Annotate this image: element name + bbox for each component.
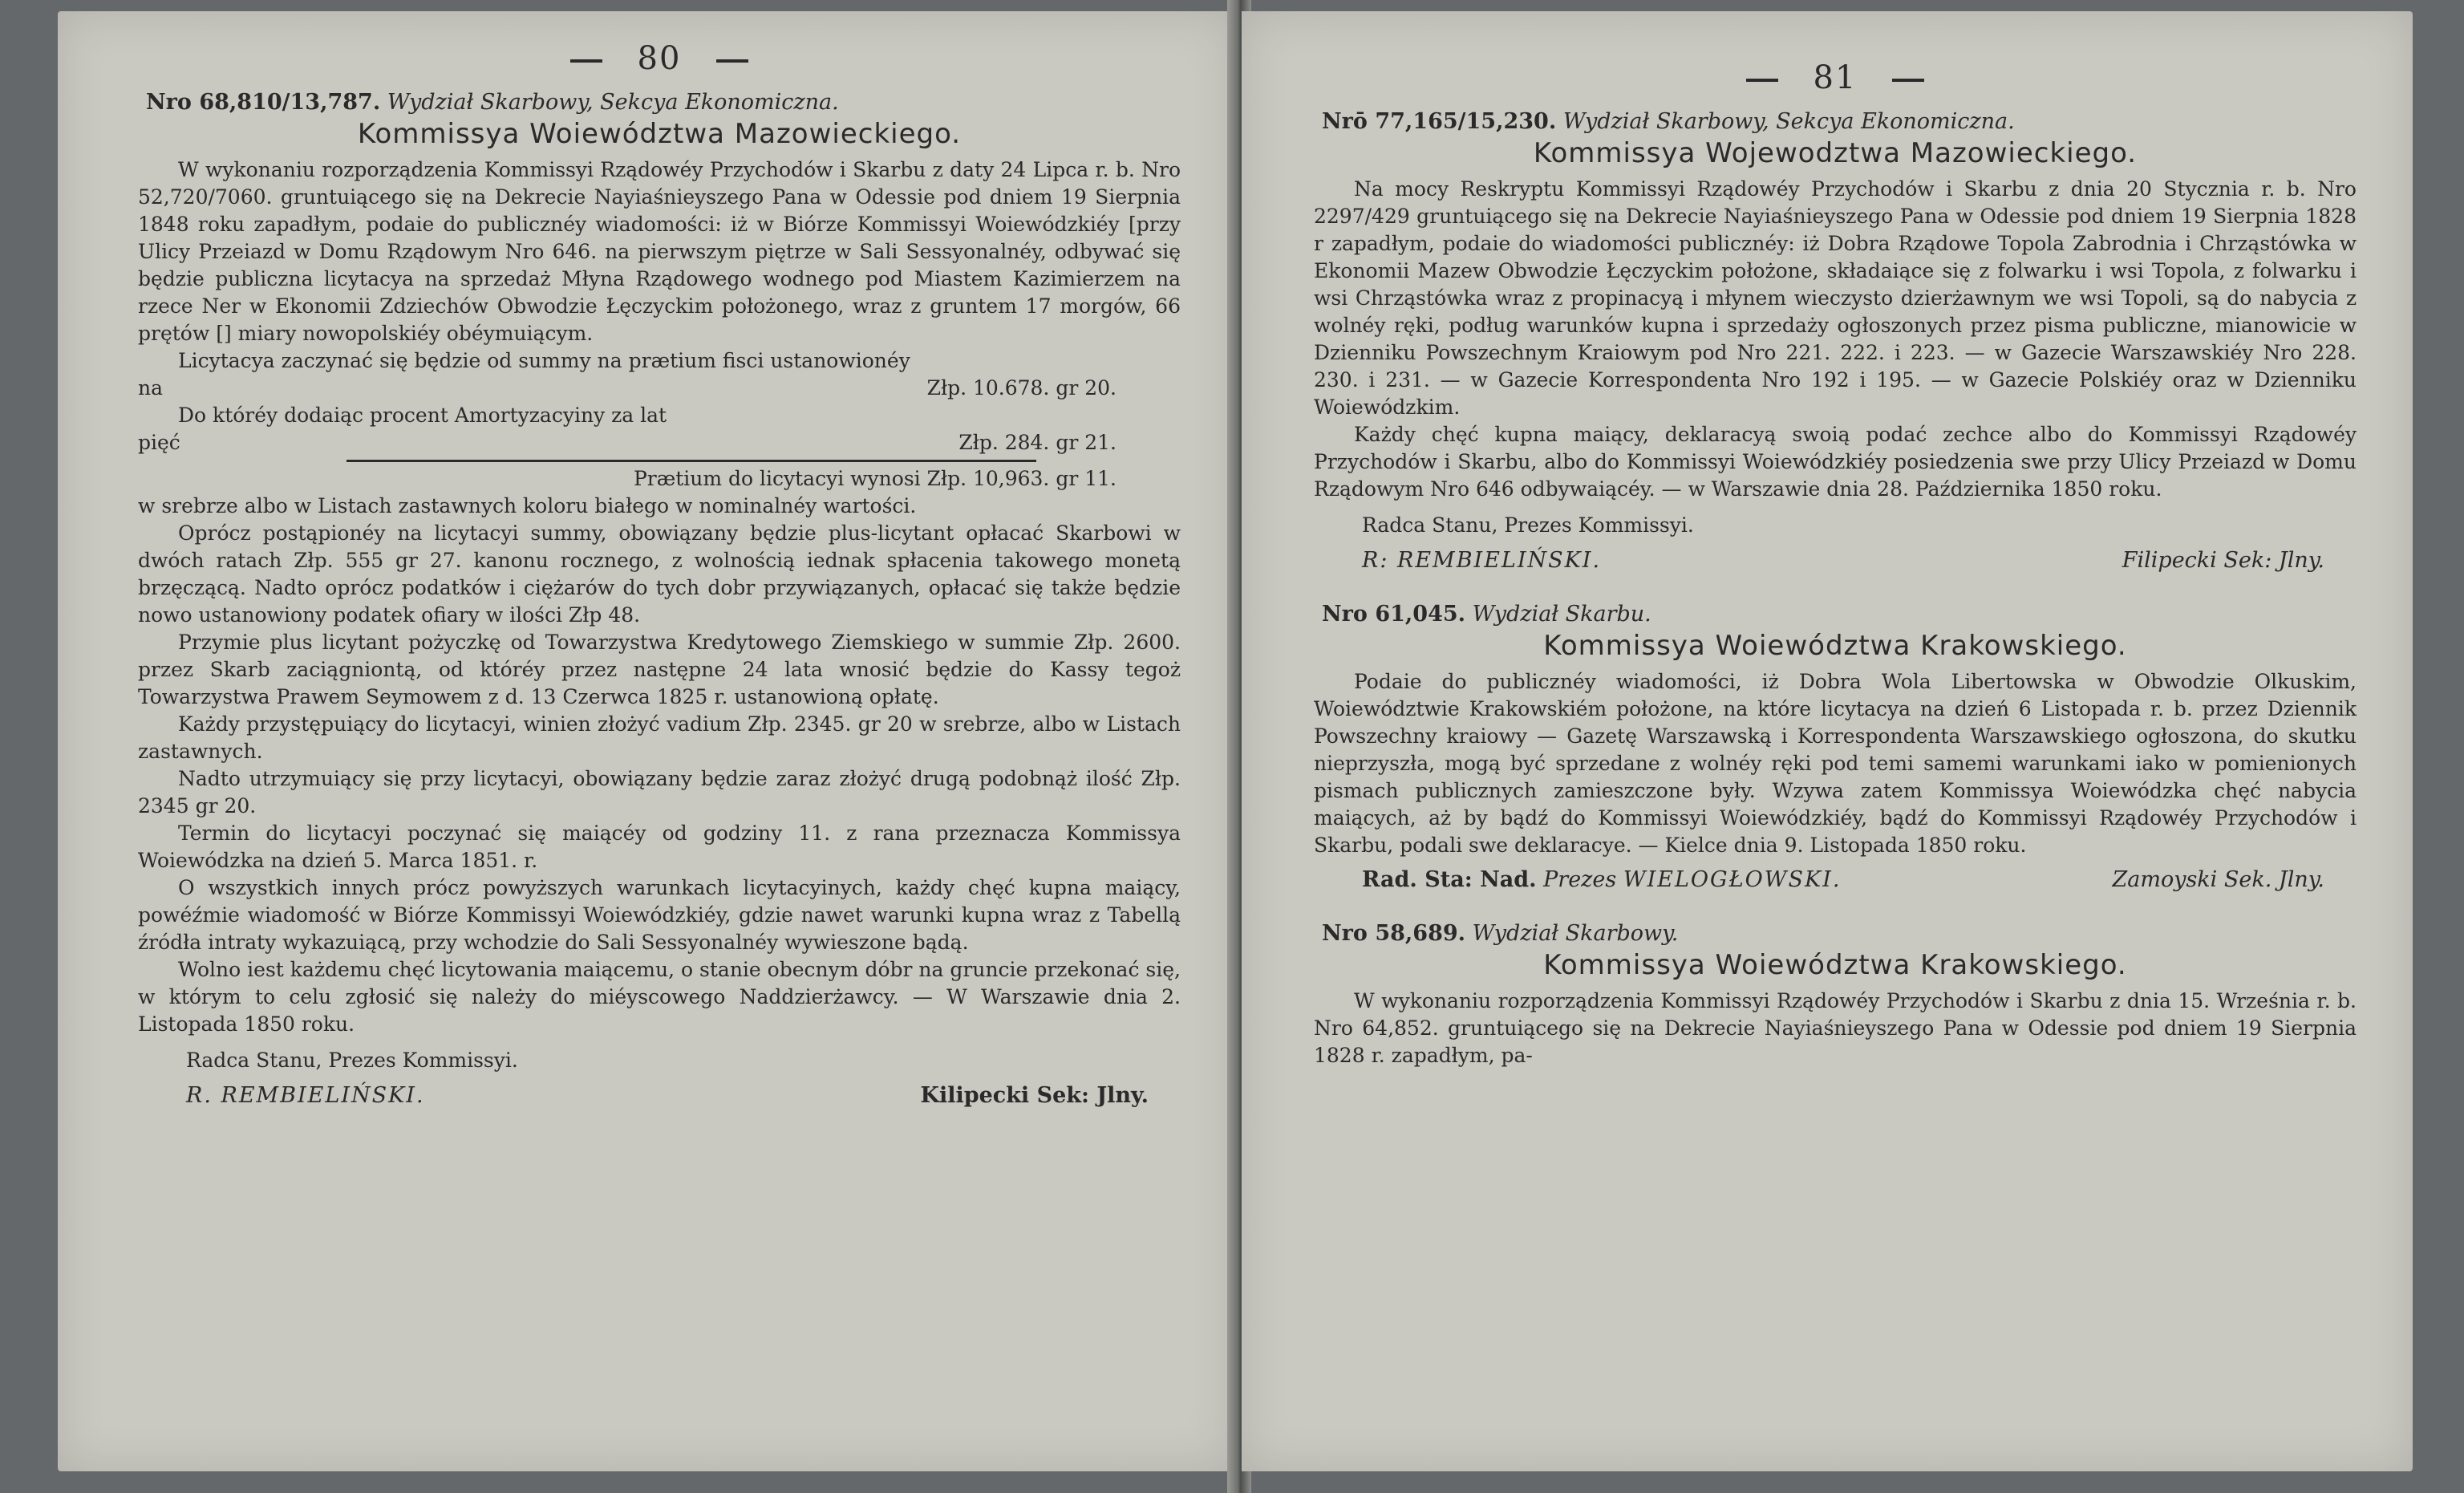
- signature-line: [1314, 548, 2357, 573]
- paragraph: w srebrze albo w Listach zastawnych koloru białego w nominalnéy wartości.: [138, 494, 917, 517]
- section-gap: [1314, 892, 2357, 916]
- price-total-row: [138, 465, 1181, 493]
- dash-ornament: [570, 59, 602, 63]
- paragraph: O wszystkich innych prócz powyższych warunkach licytacyinych, każdy chęć kupna maiący, powéźmie wiadomość w Biórze Kommissyi Woiewódzkiéy, gdzie nawet warunki kupna wraz z Tabellą źródła intraty wykazuiącą, przy wchodzie do Sali Sessyonalnéy wywieszone bądą.: [138, 876, 1181, 954]
- department-label: Wydział Skarbowy, Sekcya Ekonomiczna.: [1562, 109, 2015, 134]
- price-row-amount: Złp. 284. gr 21.: [958, 431, 1116, 454]
- notice-reference: [1322, 921, 2357, 946]
- signature-line: [138, 1083, 1181, 1108]
- paragraph: W wykonaniu rozporządzenia Kommissyi Rządowéy Przychodów i Skarbu z daty 24 Lipca r. b. Nro 52,720/7060. gruntuiącego się na Dekrecie Nayiaśnieyszego Pana w Odessie pod dniem 19 Sierpnia 1848 roku zapadłym, podaie do publicznéy wiadomości: iż w Biórze Kommissyi Woiewódzkiéy [przy Ulicy Przeiazd w Domu Rządowym Nro 646. na pierwszym piętrze w Sali Sessyonalnéy, odbywać się będzie publiczna licytacya na sprzedaż Młyna Rządowego wodnego pod Miastem Kazimierzem na rzece Ner w Ekonomii Zdziechów Obwodzie Łęczyckim położonego, wraz z gruntem 17 morgów, 66 prętów [] miary nowopolskiéy obéymuiącym.: [138, 158, 1181, 345]
- section-gap: [1314, 573, 2357, 597]
- signer-name: R. REMBIELIŃSKI.: [186, 1083, 425, 1108]
- page-number-left: [138, 40, 1181, 77]
- price-row: [138, 375, 1181, 402]
- paragraph: Na mocy Reskryptu Kommissyi Rządowéy Przychodów i Skarbu z dnia 20 Stycznia r. b. Nro 2297/429 gruntuiącego się na Dekrecie Nayiaśnieyszego Pana w Odessie pod dniem 19 Sierpnia 1828 r zapadłym, podaie do wiadomości publicznéy: iż Dobra Rządowe Topola Zabrodnia i Chrząstówka w Ekonomii Mazew Obwodzie Łęczyckim położone, składaiące się z folwarku i wsi Topola, z folwarku i wsi Chrząstówka wraz z propinacyą i młynem wieczysto dzierżawnym we wsi Topoli, są do nabycia z wolnéy ręki, podług warunków kupna i sprzedaży ogłoszonych przez pisma publiczne, mianowicie w Dzienniku Powszechnym Kraiowym pod Nro 221. 222. i 223. — w Gazecie Warszawskiéy Nro 228. 230. i 231. — w Gazecie Korrespondenta Nro 192 i 195. — w Gazecie Polskiéy oraz w Dzienniku Woiewódzkim.: [1314, 177, 2357, 419]
- left-page: [58, 11, 1235, 1471]
- price-row: [138, 429, 1181, 456]
- signer-role: Prezes: [1543, 867, 1617, 892]
- signature-title: Radca Stanu, Prezes Kommissyi.: [1362, 513, 1694, 537]
- signer-name: R: REMBIELIŃSKI.: [1362, 548, 1602, 573]
- department-label: Wydział Skarbowy.: [1472, 921, 1679, 946]
- secretary-name: Kilipecki Sek: Jlny.: [920, 1083, 1149, 1108]
- page-number-right: [1314, 59, 2357, 96]
- paragraph: Wolno iest każdemu chęć licytowania maiącemu, o stanie obecnym dóbr na gruncie przekonać się, w którym to celu zgłosić się należy do miéyscowego Naddzierżawcy. — W Warszawie dnia 2. Listopada 1850 roku.: [138, 958, 1181, 1036]
- price-row-amount: Złp. 10.678. gr 20.: [926, 376, 1116, 400]
- paragraph: Do któréy dodaiąc procent Amortyzacyiny za lat: [178, 404, 667, 427]
- paragraph: W wykonaniu rozporządzenia Kommissyi Rządowéy Przychodów i Skarbu z dnia 15. Września r. b. Nro 64,852. gruntuiącego się na Dekrecie Nayiaśnieyszego Pana w Odessie pod dniem 19 Sierpnia 1828 r. zapadłym, pa-: [1314, 989, 2357, 1067]
- dash-ornament: [716, 59, 748, 63]
- reference-number: Nro 58,689.: [1322, 921, 1466, 946]
- reference-number: Nro 68,810/13,787.: [146, 90, 381, 115]
- paragraph: Termin do licytacyi poczynać się maiącéy od godziny 11. z rana przeznacza Kommissya Woiewódzka na dzień 5. Marca 1851. r.: [138, 822, 1181, 872]
- dash-ornament: [1892, 79, 1924, 82]
- price-total: Prætium do licytacyi wynosi Złp. 10,963. gr 11.: [633, 467, 1116, 490]
- paragraph: Podaie do publicznéy wiadomości, iż Dobra Wola Libertowska w Obwodzie Olkuskim, Woiewództwie Krakowskiém położone, na które licytacya na dzień 6 Listopada r. b. przez Dziennik Powszechny kraiowy — Gazetę Warszawską i Korrespondenta Warszawskiego ogłoszona, do skutku nieprzyszła, mogą być sprzedane z wolnéy ręki pod temi samemi warunkami iako w pomienionych pismach publicznych zamieszczone były. Wzywa zatem Kommissya Woiewódzka chęć nabycia maiących, aż by bądź do Kommissyi Woiewódzkiéy, bądź do Kommissyi Rządowéy Przychodów i Skarbu, podali swe deklaracye. — Kielce dnia 9. Listopada 1850 roku.: [1314, 670, 2357, 857]
- right-page: [1242, 11, 2413, 1471]
- page-number-text: 80: [637, 40, 682, 77]
- secretary-name: Zamoyski Sek. Jlny.: [2112, 867, 2324, 892]
- sum-rule: [346, 460, 1036, 462]
- signature-line: [1314, 867, 2357, 892]
- price-row-label: pięć: [138, 431, 180, 454]
- left-column: [138, 40, 1181, 1108]
- notice-reference: [1322, 602, 2357, 627]
- paragraph: Nadto utrzymuiący się przy licytacyi, obowiązany będzie zaraz złożyć drugą podobnąż ilość Złp. 2345 gr 20.: [138, 767, 1181, 817]
- paragraph: Licytacya zaczynać się będzie od summy na prætium fisci ustanowionéy: [178, 349, 910, 372]
- department-label: Wydział Skarbowy, Sekcya Ekonomiczna.: [387, 90, 839, 115]
- department-label: Wydział Skarbu.: [1472, 602, 1651, 627]
- notice-title: Kommissya Woiewództwa Mazowieckiego.: [357, 118, 962, 150]
- secretary-name: Filipecki Sek: Jlny.: [2122, 548, 2324, 573]
- dash-ornament: [1746, 79, 1778, 82]
- reference-number: Nro 61,045.: [1322, 602, 1466, 627]
- notice-reference: [146, 90, 1181, 115]
- paragraph: Każdy chęć kupna maiący, deklaracyą swoią podać zechce albo do Kommissyi Rządowéy Przychodów i Skarbu, albo do Kommissyi Woiewódzkiéy posiedzenia swe przy Ulicy Przeiazd w Domu Rządowym Nro 646 odbywaiącéy. — w Warszawie dnia 28. Października 1850 roku.: [1314, 423, 2357, 501]
- notice-title: Kommissya Woiewództwa Krakowskiego.: [1543, 949, 2127, 981]
- notice-reference: [1322, 109, 2357, 134]
- paragraph: Oprócz postąpionéy na licytacyi summy, obowiązany będzie plus-licytant opłacać Skarbowi w dwóch ratach Złp. 555 gr 27. kanonu rocznego, z wolnością iednak spłacenia takowego monetą brzęczącą. Nadto oprócz podatków i ciężarów do tych dobr przywiązanych, opłacać się także będzie nowo ustanowiony podatek ofiary w ilości Złp 48.: [138, 521, 1181, 627]
- paragraph: Każdy przystępuiący do licytacyi, winien złożyć vadium Złp. 2345. gr 20 w srebrze, albo w Listach zastawnych.: [138, 712, 1181, 763]
- paragraph: Przymie plus licytant pożyczkę od Towarzystwa Kredytowego Ziemskiego w summie Złp. 2600. przez Skarb zaciągniontą, od któréy przez następne 24 lata wnosić będzie do Kassy tegoż Towarzystwa Prawem Seymowem z d. 13 Czerwca 1825 r. ustanowioną opłatę.: [138, 631, 1181, 708]
- signer-rank: Rad. Sta: Nad.: [1362, 867, 1537, 892]
- page-number-text: 81: [1813, 59, 1858, 96]
- signer-name: WIELOGŁOWSKI.: [1623, 867, 1842, 892]
- signature-title: Radca Stanu, Prezes Kommissyi.: [186, 1049, 518, 1072]
- price-row-label: na: [138, 376, 164, 400]
- reference-number: Nrō 77,165/15,230.: [1322, 109, 1557, 134]
- notice-title: Kommissya Woiewództwa Krakowskiego.: [1543, 630, 2127, 662]
- signer-block: [1362, 867, 1841, 892]
- right-column: [1314, 59, 2357, 1069]
- notice-title: Kommissya Wojewodztwa Mazowieckiego.: [1533, 137, 2138, 169]
